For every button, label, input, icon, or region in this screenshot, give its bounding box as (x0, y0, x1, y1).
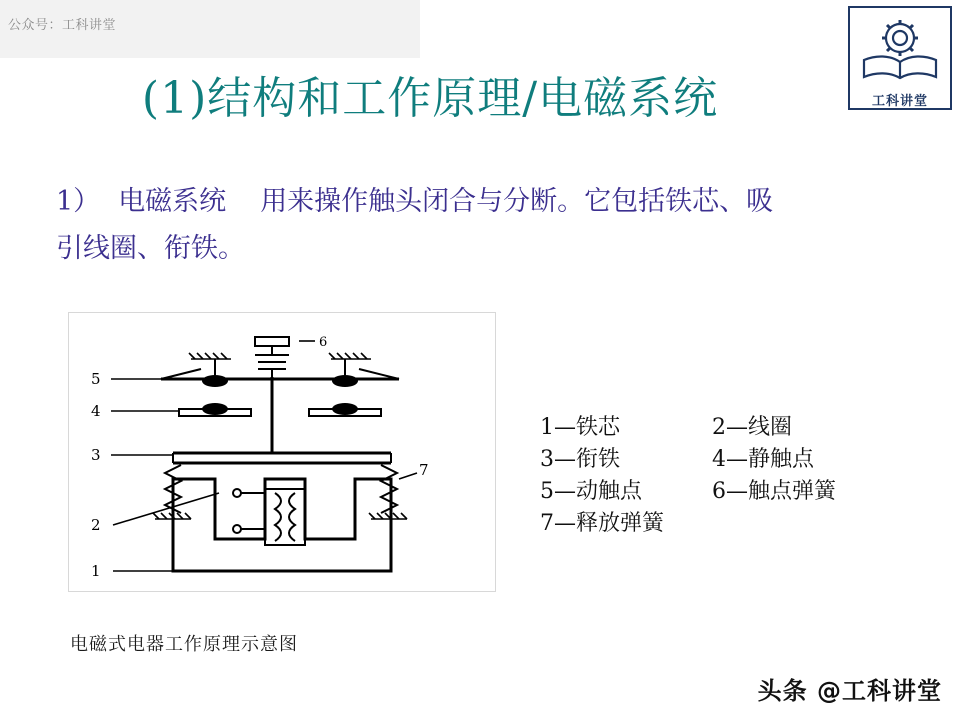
callout-7: 7 (419, 461, 429, 479)
legend-item: 4—静触点 (712, 446, 814, 472)
callout-6: 6 (319, 335, 328, 350)
callout-2: 2 (91, 516, 101, 534)
logo-caption: 工科讲堂 (871, 94, 928, 109)
page-title: (1)结构和工作原理/电磁系统 (141, 73, 719, 124)
brand-logo (848, 6, 952, 110)
body-line-2: 引线圈、衔铁。 (56, 233, 245, 265)
callout-1: 1 (91, 562, 101, 580)
legend-row (540, 444, 836, 476)
legend-item: 7—释放弹簧 (540, 510, 664, 536)
legend-item: 1—铁芯 (540, 415, 620, 440)
list-index: 1） (56, 186, 101, 217)
watermark-label: 公众号：工科讲堂 (8, 18, 117, 33)
legend-item: 5—动触点 (540, 478, 642, 504)
body-paragraph (56, 178, 916, 273)
legend-row (540, 476, 836, 508)
body-line-1-text: 用来操作触头闭合与分断。它包括铁芯、吸 (260, 186, 774, 217)
legend-item: 2—线圈 (712, 415, 792, 440)
callout-5: 5 (91, 370, 101, 388)
callout-4: 4 (91, 402, 101, 420)
body-term: 电磁系统 (118, 186, 227, 217)
footer-brand-label: 头条 @工科讲堂 (757, 677, 942, 705)
gear-book-logo-icon (856, 12, 944, 89)
figure-caption: 电磁式电器工作原理示意图 (70, 634, 298, 655)
body-line-1 (56, 178, 916, 225)
schematic-figure (68, 312, 496, 592)
legend-list (540, 412, 836, 540)
callout-3: 3 (91, 446, 101, 464)
legend-item: 6—触点弹簧 (712, 478, 836, 504)
legend-row (540, 412, 836, 444)
legend-row (540, 508, 836, 540)
legend-item: 3—衔铁 (540, 446, 620, 472)
